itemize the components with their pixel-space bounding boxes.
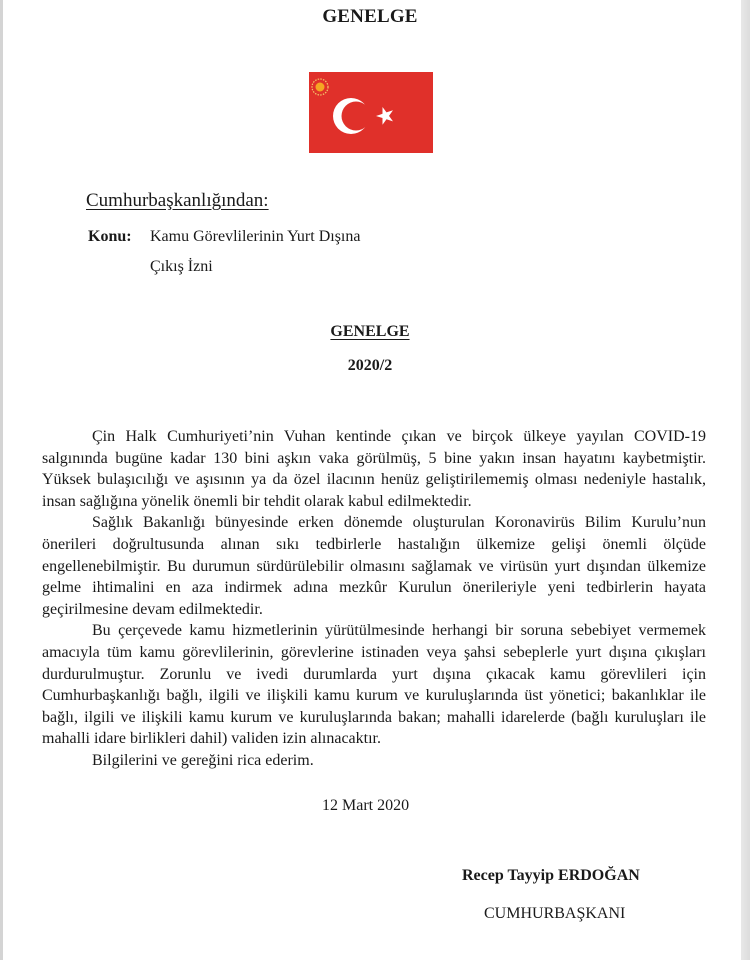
subject-label: Konu: xyxy=(88,228,132,245)
subject-text-line2: Çıkış İzni xyxy=(150,258,213,275)
body-paragraph: Bu çerçevede kamu hizmetlerinin yürütülmesinde herhangi bir soruna sebebiyet vermemek amacıyla tüm kamu görevlilerinin, görevlerine istinaden veya şahsi sebeplerle yurt dışına çıkışları durdurulmuştur. Zorunlu ve ivedi durumlarda yurt dışına çıkacak kamu görevlileri için Cumhurbaşkanlığı bağlı, ilgili ve ilişkili kamu kurum ve kuruluşlarında üst yönetici; bakanlıklar ile bağlı, ilgili ve ilişkili kamu kurum ve kuruluşlarında bakan; mahalli idarelerde (bağlı kuruluşları ile mahalli idare birlikleri dahil) validen izin alınacaktır. xyxy=(42,622,706,748)
body-paragraph: Çin Halk Cumhuriyeti’nin Vuhan kentinde çıkan ve birçok ülkeye yayılan COVID-19 salgınında bugüne kadar 130 bini aşkın vaka görülmüş, 5 bine yakın insan hayatını kaybetmiştir. Yüksek bulaşıcılığı ve aşısının ya da özel ilacının henüz geliştirilememiş olması nedeniyle hastalık, insan sağlığına yönelik önemli bir tehdit olarak kabul edilmektedir. xyxy=(42,428,706,510)
page-edge-left xyxy=(0,0,3,960)
turkish-flag-icon xyxy=(309,72,433,153)
signer-name: Recep Tayyip ERDOĞAN xyxy=(462,867,640,884)
subject-text-line1: Kamu Görevlilerinin Yurt Dışına xyxy=(150,228,361,245)
subject-row xyxy=(88,228,360,246)
issuer-heading: Cumhurbaşkanlığından: xyxy=(86,190,269,211)
body-paragraph: Sağlık Bakanlığı bünyesinde erken dönemde oluşturulan Koronavirüs Bilim Kurulu’nun önerileri doğrultusunda alınan sıkı tedbirlerle hastalığın ülkemize gelişi önemli ölçüde engellenebilmiştir. Bu durumun sürdürülebilir olmasını sağlamak ve virüsün yurt dışından ülkemize gelme ihtimalini en aza indirmek adına mezkûr Kurulun önerileriyle yeni tedbirlerin hayata geçirilmesine devam edilmektedir. xyxy=(42,514,706,618)
document-date: 12 Mart 2020 xyxy=(322,797,410,814)
closing-sentence: Bilgilerini ve gereğini rica ederim. xyxy=(92,751,314,769)
signer-title: CUMHURBAŞKANI xyxy=(484,905,626,922)
document-title: GENELGE xyxy=(322,6,418,27)
circular-number: 2020/2 xyxy=(347,357,393,374)
document-body xyxy=(42,426,706,772)
circular-title: GENELGE xyxy=(330,323,410,340)
page-edge-right xyxy=(741,0,750,960)
